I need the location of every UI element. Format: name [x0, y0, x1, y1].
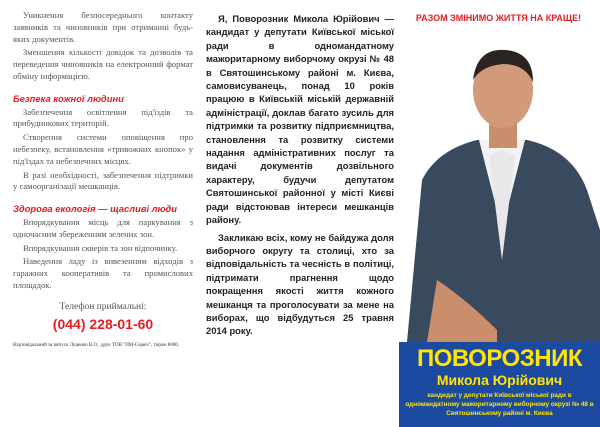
section-heading-safety: Безпека кожної людини — [13, 92, 124, 104]
candidate-name: Микола Юрійович — [436, 372, 563, 388]
paragraph: Впорядкування місць для паркування з одночасним збереженням зелених зон. — [13, 216, 193, 239]
paragraph: Створення системи оповіщення про небезпеку, встановлення «тривожних кнопок» у під'їздах та небезпечних місцях. — [13, 132, 193, 166]
middle-column — [206, 12, 394, 342]
paragraph: Уникнення безпосереднього контакту заявників та чиновників при отриманні будь-яких документів. — [13, 10, 193, 44]
candidate-photo — [397, 30, 600, 342]
candidate-banner — [399, 342, 600, 427]
phone-number: (044) 228-01-60 — [52, 315, 154, 332]
paragraph: Закликаю всіх, кому не байдужа доля виборчого округу та столиці, хто за відповідальність та чесність в політиці, підтримати прагнення щодо покращення якості життя кожного мешканця та проголосувати за мене на виборах, що відбудуться 25 травня 2014 року. — [206, 231, 394, 337]
paragraph: Я, Поворозник Микола Юрійович — кандидат у депутати Київської міської ради в одномандатному мажоритарному виборчому окрузі № 48 в Святошинському районі м. Києва, самовисуванець, понад 10 років працюю в Київській міській державній адміністрації, доклав багато зусиль для підтримки та розвитку підприємництва, становлення та розвитку системи надання адміністративних послуг та видачі документів дозвільного характеру, будучи депутатом Святошинської районної у місті Києві ради відстоював інтереси мешканців району. — [206, 13, 394, 226]
paragraph: Наведення ладу із вивезенням відходів з гаражних кооперативів та промислових площадок. — [13, 256, 193, 290]
imprint: Відповідальний за випуск Луценко В.О., друк ТОВ "ПМ-Сервіс", тираж 8000. — [13, 342, 180, 348]
paragraph: В разі необхідності, забезпечення підтримки у самоорганізації мешканців. — [13, 169, 193, 192]
paragraph: Забезпечення освітлення під'їздів та прибудинкових територій. — [13, 106, 193, 129]
candidate-subtitle: кандидат у депутати Київської міської ради в одномандатному мажоритарному виборчому окрузі № 48 в Святошинському районі м. Києва — [405, 392, 594, 417]
slogan: РАЗОМ ЗМІНИМО ЖИТТЯ НА КРАЩЕ! — [415, 13, 582, 23]
paragraph: Зменшення кількості довідок та дозволів та переведення чиновників на електронний формат обміну інформацією. — [13, 47, 193, 81]
left-column — [13, 10, 193, 349]
candidate-surname: ПОВОРОЗНИК — [417, 345, 582, 372]
section-heading-ecology: Здорова екологія — щасливі люди — [13, 203, 178, 215]
right-column — [397, 0, 600, 427]
phone-label: Телефон приймальні: — [59, 301, 147, 312]
paragraph: Впорядкування скверів та зон відпочинку. — [23, 242, 178, 253]
